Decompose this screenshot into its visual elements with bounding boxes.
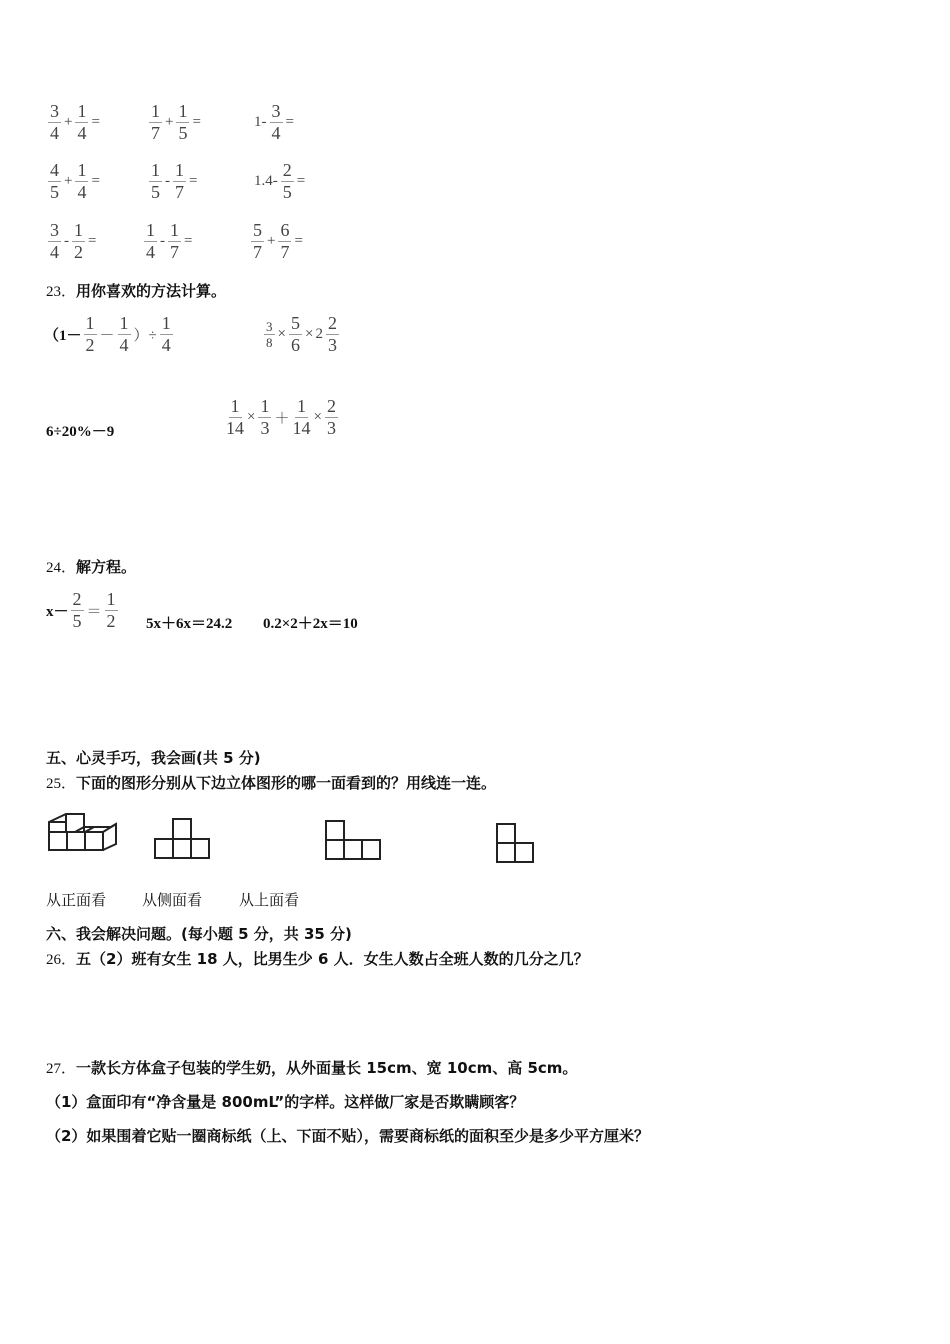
fraction	[118, 313, 131, 356]
numerator: 1	[175, 160, 184, 180]
denominator: 14	[226, 418, 244, 438]
denominator: 4	[50, 242, 59, 262]
fraction	[278, 220, 291, 263]
oral-calc-expr	[147, 101, 202, 144]
numerator: 1	[77, 160, 87, 180]
fraction	[71, 589, 84, 632]
expression-text: 5x＋6x＝24.2	[146, 616, 233, 632]
oral-calc-expr	[249, 220, 304, 263]
operator: －	[99, 328, 115, 344]
fraction	[160, 313, 173, 356]
question-number: 26．	[46, 952, 77, 968]
question-text: 一款长方体盒子包装的学生奶，从外面量长 15cm、宽 10cm、高 5cm。	[76, 1059, 578, 1077]
q27-sub2: （2）如果围着它贴一圈商标纸（上、下面不贴），需要商标纸的面积至少是多少平方厘米？	[46, 1127, 649, 1145]
fraction	[48, 160, 61, 203]
denominator: 14	[292, 418, 311, 438]
operator: +	[267, 233, 276, 249]
view-label-front: 从正面看	[46, 891, 107, 909]
operator: 1.4-	[254, 173, 278, 189]
solid-figure-cubes	[46, 812, 121, 862]
operator: =	[189, 173, 198, 189]
view-shape-l-three	[324, 819, 384, 863]
numerator: 1	[170, 220, 179, 240]
denominator: 2	[106, 611, 116, 631]
denominator: 3	[326, 418, 336, 438]
fraction	[289, 313, 302, 356]
numerator: 1	[296, 396, 306, 416]
operator: =	[294, 233, 303, 249]
denominator: 5	[72, 611, 82, 631]
fraction	[281, 160, 294, 203]
denominator: 4	[77, 182, 87, 202]
denominator: 4	[119, 335, 129, 355]
denominator: 6	[290, 335, 300, 355]
q24-equation	[146, 612, 232, 633]
fraction	[84, 313, 97, 356]
operator: ＝	[86, 604, 102, 620]
fraction	[258, 396, 271, 439]
denominator: 4	[77, 123, 87, 143]
operator: -	[165, 173, 170, 189]
numerator: 3	[266, 319, 273, 334]
operator: ）÷	[133, 328, 157, 344]
q27	[46, 1057, 577, 1078]
numerator: 1	[77, 101, 87, 121]
operator: +	[165, 114, 174, 130]
fraction	[173, 160, 186, 203]
question-number: 25．	[46, 776, 77, 792]
expression-text: 0.2×2＋2x＝10	[263, 616, 358, 632]
operator: =	[296, 173, 306, 189]
operator: =	[285, 114, 294, 130]
denominator: 5	[151, 182, 160, 202]
numerator: 2	[327, 313, 337, 333]
fraction	[48, 101, 61, 144]
numerator: 1	[151, 160, 160, 180]
numerator: 3	[50, 101, 59, 121]
operator: =	[184, 233, 193, 249]
oral-calc-expr	[147, 160, 198, 203]
q23-heading	[46, 280, 226, 301]
question-number: 24．	[46, 560, 77, 576]
operator: ×	[313, 409, 322, 425]
fraction	[292, 396, 310, 439]
operator: +	[64, 173, 73, 189]
question-text: 用你喜欢的方法计算。	[76, 282, 227, 300]
numerator: 4	[50, 160, 59, 180]
denominator: 7	[151, 123, 160, 143]
numerator: 1	[85, 313, 95, 333]
fraction	[270, 101, 283, 144]
fraction	[75, 160, 88, 203]
operator: -	[64, 233, 69, 249]
fraction	[226, 396, 244, 439]
denominator: 5	[282, 182, 292, 202]
numerator: 2	[326, 396, 336, 416]
denominator: 8	[266, 335, 273, 350]
fraction	[251, 220, 264, 263]
numerator: 1	[74, 220, 83, 240]
numerator: 1	[260, 396, 270, 416]
numerator: 2	[282, 160, 292, 180]
operator: =	[88, 233, 97, 249]
fraction	[75, 101, 88, 144]
denominator: 3	[260, 418, 270, 438]
q24-heading	[46, 556, 136, 577]
operator: 1-	[254, 114, 267, 130]
expression-text: （1－	[44, 328, 82, 344]
view-label-top: 从上面看	[239, 891, 300, 909]
numerator: 5	[290, 313, 300, 333]
fraction	[149, 160, 162, 203]
operator: ×	[247, 409, 256, 425]
oral-calc-expr	[46, 101, 101, 144]
denominator: 7	[253, 242, 262, 262]
denominator: 4	[50, 123, 59, 143]
expression-text: x－	[46, 604, 69, 620]
numerator: 1	[119, 313, 129, 333]
q25-heading	[46, 772, 496, 793]
expression-text: 6÷20%－9	[46, 424, 115, 440]
operator: ×	[277, 326, 286, 342]
q24-equation	[46, 589, 120, 632]
denominator: 4	[161, 335, 171, 355]
oral-calc-expr	[253, 101, 295, 144]
q23-expr	[224, 396, 340, 439]
fraction	[105, 589, 118, 632]
fraction	[48, 220, 61, 263]
denominator: 3	[327, 335, 337, 355]
question-number: 23．	[46, 284, 77, 300]
side-view-shape	[153, 817, 213, 861]
view-label-side: 从侧面看	[142, 891, 203, 909]
operator: ＋	[274, 411, 290, 427]
operator: =	[91, 173, 100, 189]
numerator: 5	[253, 220, 262, 240]
section5-title: 五、心灵手巧，我会画(共 5 分)	[46, 749, 261, 767]
denominator: 7	[280, 242, 290, 262]
numerator: 1	[161, 313, 171, 333]
operator: +	[64, 114, 73, 130]
oral-calc-expr	[142, 220, 193, 263]
operator: ×	[304, 326, 314, 342]
numerator: 1	[151, 101, 160, 121]
fraction	[176, 101, 189, 144]
denominator: 7	[175, 182, 184, 202]
q23-expr	[44, 313, 175, 356]
numerator: 3	[50, 220, 59, 240]
denominator: 2	[74, 242, 83, 262]
operator: =	[91, 114, 100, 130]
operator: -	[160, 233, 165, 249]
operator: =	[192, 114, 201, 130]
numerator: 2	[72, 589, 82, 609]
fraction	[72, 220, 85, 263]
denominator: 5	[178, 123, 188, 143]
numerator: 1	[106, 589, 116, 609]
fraction	[325, 396, 338, 439]
fraction	[326, 313, 339, 356]
fraction	[144, 220, 157, 263]
oral-calc-expr	[46, 220, 97, 263]
section6-title: 六、我会解决问题。(每小题 5 分，共 35 分)	[46, 925, 352, 943]
numerator: 6	[280, 220, 290, 240]
numerator: 3	[271, 101, 281, 121]
numerator: 1	[146, 220, 155, 240]
denominator: 4	[146, 242, 155, 262]
fraction	[264, 319, 275, 350]
q23-expr	[46, 420, 114, 441]
fraction	[168, 220, 181, 263]
view-shape-l-two	[494, 821, 536, 867]
operator: 2	[315, 326, 323, 342]
q27-sub1: （1）盒面印有“净含量是 800mL”的字样。这样做厂家是否欺瞒顾客？	[46, 1093, 525, 1111]
numerator: 1	[178, 101, 188, 121]
numerator: 1	[230, 396, 240, 416]
question-number: 27．	[46, 1061, 77, 1077]
fraction	[149, 101, 162, 144]
denominator: 7	[170, 242, 179, 262]
question-text: 下面的图形分别从下边立体图形的哪一面看到的？用线连一连。	[76, 774, 497, 792]
oral-calc-expr	[253, 160, 306, 203]
q24-equation	[263, 612, 358, 633]
oral-calc-expr	[46, 160, 101, 203]
denominator: 4	[271, 123, 281, 143]
denominator: 5	[50, 182, 59, 202]
question-text: 解方程。	[76, 558, 137, 576]
q26	[46, 948, 589, 969]
denominator: 2	[85, 335, 95, 355]
q23-expr	[262, 313, 341, 356]
question-text: 五（2）班有女生 18 人，比男生少 6 人．女生人数占全班人数的几分之几？	[76, 950, 589, 968]
